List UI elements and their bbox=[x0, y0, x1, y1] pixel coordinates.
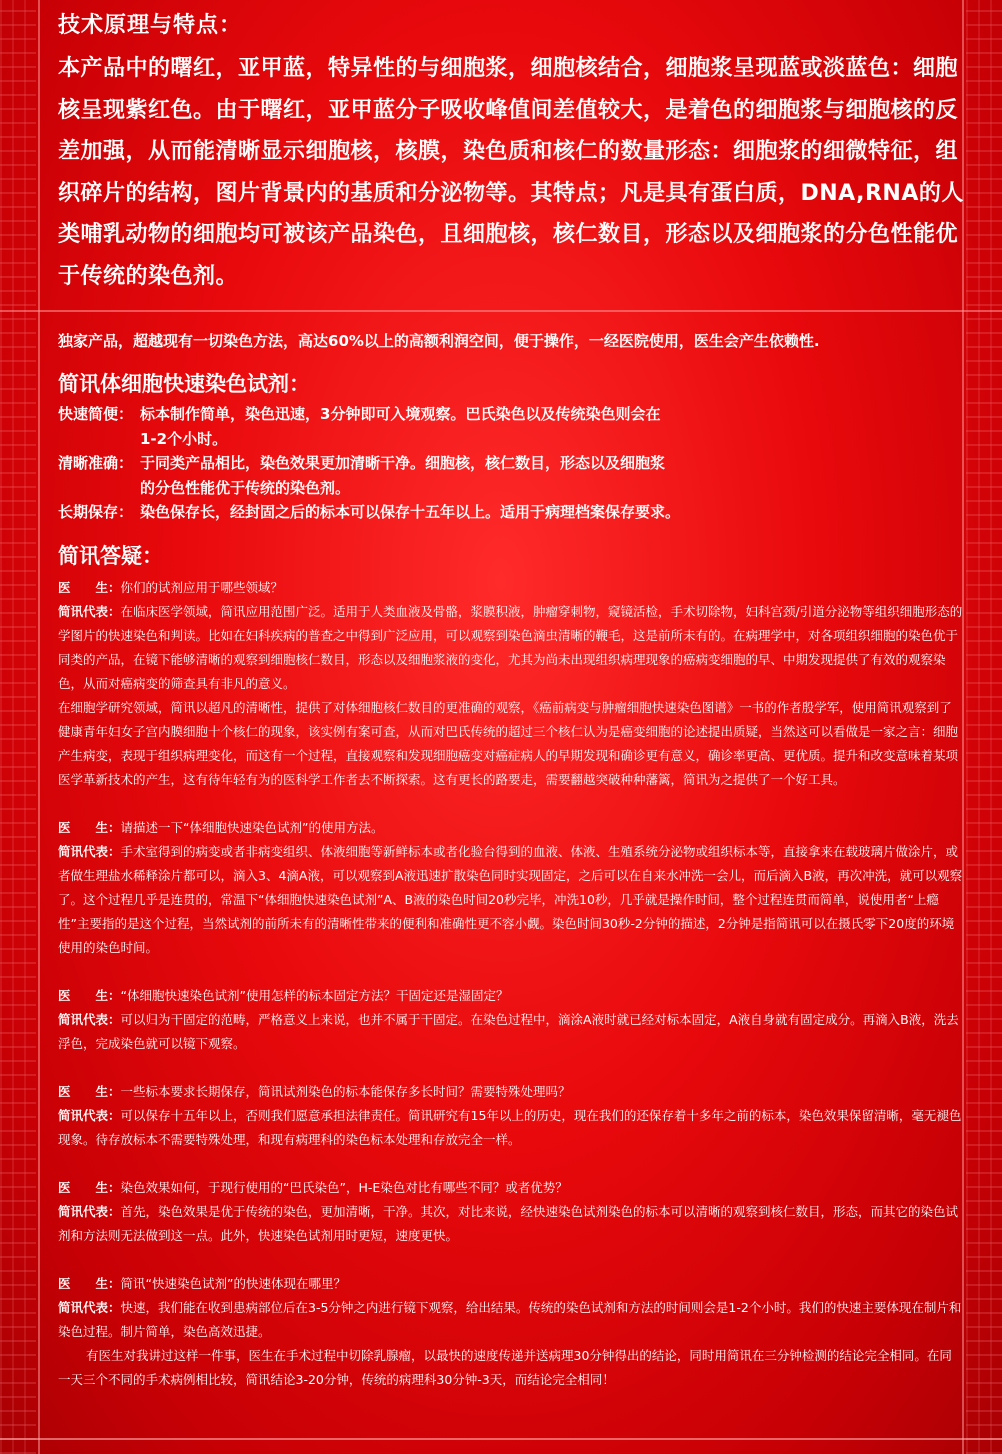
feature-item bbox=[58, 402, 758, 452]
qa-question: 医 生：简讯“快速染色试剂”的快速体现在哪里？ bbox=[58, 1276, 346, 1291]
qa-question: 医 生：“体细胞快速染色试剂”使用怎样的标本固定方法？干固定还是湿固定？ bbox=[58, 988, 509, 1003]
feature-label: 快速简便： bbox=[58, 405, 134, 423]
qa-heading: 简讯答疑： bbox=[58, 544, 163, 568]
feature-text-cont: 1-2个小时。 bbox=[140, 430, 228, 448]
feature-text: 标本制作简单，染色迅速，3分钟即可入境观察。巴氏染色以及传统染色则会在 bbox=[140, 405, 661, 423]
qa-answer: 简讯代表：手术室得到的病变或者非病变组织、体液细胞等新鲜标本或者化验台得到的血液、体液、生殖系统分泌物或组织标本等，直接拿来在载玻璃片做涂片，或者做生理盐水稀释涂片都可以，滴入3、4滴A液，可以观察到A液迅速扩散染色同时实现固定，之后可以在自来水冲洗一会儿，而后滴入B液，再次冲洗，就可以观察了。这个过程几乎是连贯的，常温下“体细胞快速染色试剂”A、B液的染色时间20秒完毕，冲洗10秒，几乎就是操作时间，整个过程连贯而简单，说使用者“上瘾性”主要指的是这个过程，当然试剂的前所未有的清晰性带来的便利和准确性更不容小觑。染色时间30秒-2分钟的描述，2分钟是指简讯可以在摄氏零下20度的环境使用的染色时间。 bbox=[58, 844, 963, 955]
feature-item bbox=[58, 500, 758, 525]
qa-answer-extra: 有医生对我讲过这样一件事，医生在手术过程中切除乳腺瘤，以最快的速度传递并送病理30分钟得出的结论，同时用简讯在三分钟检测的结论完全相同。在同一天三个不同的手术病例相比较，简讯结论3-20分钟，传统的病理科30分钟-3天，而结论完全相同！ bbox=[58, 1348, 952, 1387]
principle-heading: 技术原理与特点： bbox=[58, 13, 243, 38]
left-border-line bbox=[38, 0, 40, 1454]
feature-label: 清晰准确： bbox=[58, 454, 134, 472]
feature-text: 染色保存长，经封固之后的标本可以保存十五年以上。适用于病理档案保存要求。 bbox=[140, 503, 681, 521]
qa-question: 医 生：一些标本要求长期保存，简讯试剂染色的标本能保存多长时间？需要特殊处理吗？ bbox=[58, 1084, 571, 1099]
qa-answer: 简讯代表：首先，染色效果是优于传统的染色，更加清晰，干净。其次，对比来说，经快速染色试剂染色的标本可以清晰的观察到核仁数目，形态，而其它的染色试剂和方法则无法做到这一点。此外，快速染色试剂用时更短，速度更快。 bbox=[58, 1204, 959, 1243]
bottom-border-line bbox=[0, 1438, 1002, 1440]
qa-answer: 简讯代表：可以归为干固定的范畴，严格意义上来说，也并不属于干固定。在染色过程中，滴涂A液时就已经对标本固定，A液自身就有固定成分。再滴入B液，洗去浮色，完成染色就可以镜下观察。 bbox=[58, 1012, 959, 1051]
feature-text: 于同类产品相比，染色效果更加清晰干净。细胞核，核仁数目，形态以及细胞浆 bbox=[140, 454, 666, 472]
qa-answer: 简讯代表：在临床医学领域，简讯应用范围广泛。适用于人类血液及骨骼，浆膜积液，肿瘤穿刺物，窥镜活检，手术切除物，妇科宫颈/引道分泌物等组织细胞形态的学图片的快速染色和判读。比如在妇科疾病的普查之中得到广泛应用，可以观察到染色滴虫清晰的鞭毛，这是前所未有的。在病理学中，对各项组织细胞的染色优于同类的产品，在镜下能够清晰的观察到细胞核仁数目，形态以及细胞浆液的变化，尤其为尚未出现组织病理现象的癌病变细胞的早、中期发现提供了有效的观察染色，从而对癌病变的筛查具有非凡的意义。 bbox=[58, 604, 963, 691]
qa-answer: 简讯代表：可以保存十五年以上，否则我们愿意承担法律责任。简讯研究有15年以上的历史，现在我们的还保存着十多年之前的标本，染色效果保留清晰，毫无褪色现象。待存放标本不需要特殊处理，和现有病理科的染色标本处理和存放完全一样。 bbox=[58, 1108, 962, 1147]
principle-text: 本产品中的曙红，亚甲蓝，特异性的与细胞浆，细胞核结合，细胞浆呈现蓝或淡蓝色：细胞核呈现紫红色。由于曙红，亚甲蓝分子吸收峰值间差值较大，是着色的细胞浆与细胞核的反差加强，从而能清晰显示细胞核，核膜，染色质和核仁的数量形态：细胞浆的细微特征，组织碎片的结构，图片背景内的基质和分泌物等。其特点；凡是具有蛋白质，DNA,RNA的人类哺乳动物的细胞均可被该产品染色，且细胞核，核仁数目，形态以及细胞浆的分色性能优于传统的染色剂。 bbox=[58, 56, 964, 289]
qa-question: 医 生：请描述一下“体细胞快速染色试剂”的使用方法。 bbox=[58, 820, 384, 835]
feature-text-cont: 的分色性能优于传统的染色剂。 bbox=[140, 479, 351, 497]
reagent-heading: 简讯体细胞快速染色试剂： bbox=[58, 372, 310, 396]
feature-item bbox=[58, 451, 758, 501]
qa-answer-extra: 在细胞学研究领域，简讯以超凡的清晰性，提供了对体细胞核仁数目的更准确的观察，《癌前病变与肿瘤细胞快速染色图谱》一书的作者殷学军，使用简讯观察到了健康青年妇女子宫内膜细胞十个核仁的现象，该实例有案可查，从而对巴氏传统的超过三个核仁认为是癌变细胞的论述提出质疑，当然这可以看做是一家之言：细胞产生病变，表现于组织病理变化，而这有一个过程，直接观察和发现细胞癌变对癌症病人的早期发现和确诊更有意义，确诊率更高、更优质。提升和改变意味着某项医学革新技术的产生，这有待年轻有为的医科学工作者去不断探索。这有更长的路要走，需要翻越突破种种藩篱，简讯为之提供了一个好工具。 bbox=[58, 700, 959, 787]
feature-label: 长期保存： bbox=[58, 503, 134, 521]
qa-answer: 简讯代表：快速，我们能在收到患病部位后在3-5分钟之内进行镜下观察，给出结果。传统的染色试剂和方法的时间则会是1-2个小时。我们的快速主要体现在制片和染色过程。制片简单，染色高效迅捷。 bbox=[58, 1300, 962, 1339]
qa-section bbox=[58, 576, 963, 1392]
section-divider bbox=[0, 310, 1002, 312]
qa-question: 医 生：你们的试剂应用于哪些领域？ bbox=[58, 580, 284, 595]
exclusive-statement: 独家产品，超越现有一切染色方法，高达60%以上的高额利润空间，便于操作，一经医院使用，医生会产生依赖性. bbox=[58, 332, 820, 350]
left-decorative-border bbox=[0, 0, 36, 1454]
qa-question: 医 生：染色效果如何，于现行使用的“巴氏染色”，H-E染色对比有哪些不同？或者优势？ bbox=[58, 1180, 568, 1195]
